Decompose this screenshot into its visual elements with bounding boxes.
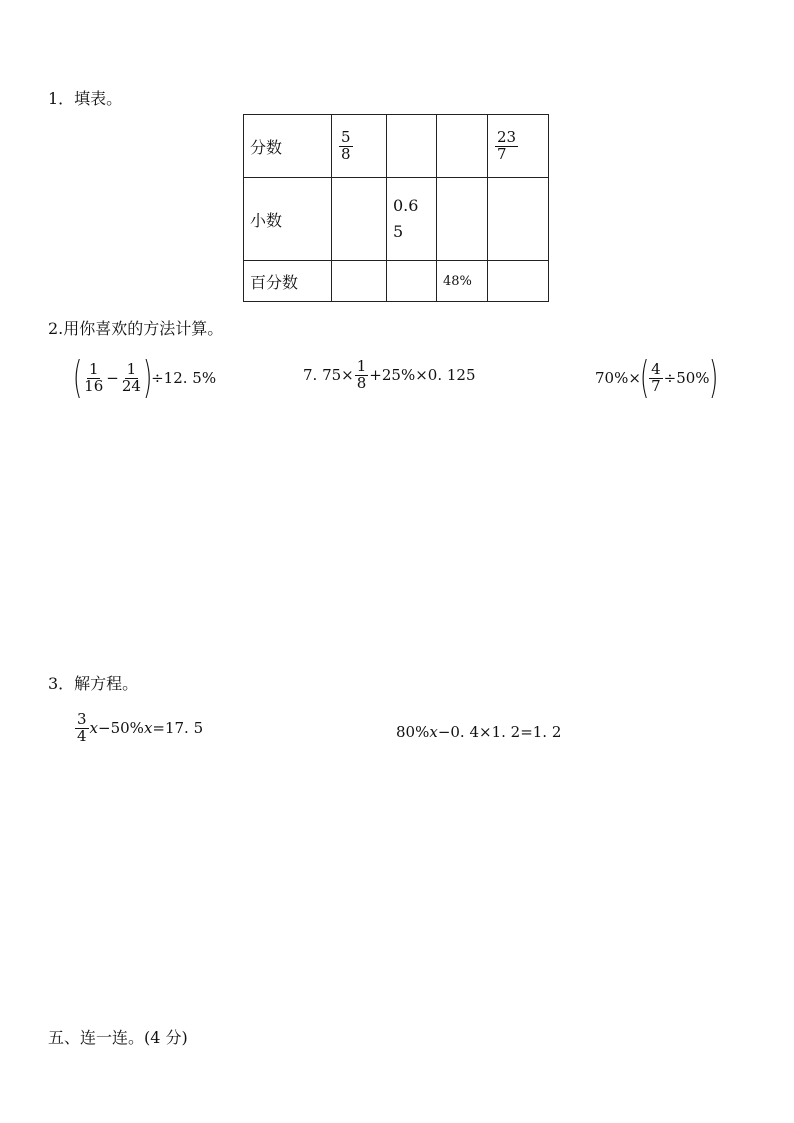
expr2-tail: +25%×0. 125 [369,366,476,385]
q3-equation-1 [74,712,203,745]
right-paren: ) [142,352,153,403]
q3-equation-2 [396,723,561,741]
decimal-line-1: 0.6 [393,196,419,216]
variable-x: x [143,719,153,738]
cell-percent-3: 48% [437,261,488,302]
fraction-1-24: $\frac{1}{24}$ [121,359,141,395]
cell-fraction-4 [488,115,549,178]
variable-x: x [429,723,438,741]
fraction-4-7: $\frac{4}{7}$ [651,359,661,395]
fraction-23-7: $\frac{23}{7}$ [497,127,517,163]
fraction-3-4: $\frac{3}{4}$ [77,710,87,745]
cell-decimal-4[interactable] [488,178,549,261]
cell-percent-4[interactable] [488,261,549,302]
table-row-fraction [244,115,549,178]
expr3-tail: ÷50% [663,369,710,387]
right-paren: ) [708,352,718,403]
cell-percent-2[interactable] [387,261,437,302]
cell-percent-1[interactable] [332,261,387,302]
row-label-decimal: 小数 [244,178,332,261]
q3-title: 3．解方程。 [48,674,139,693]
left-paren: ( [639,352,650,403]
left-paren: ( [72,352,83,403]
cell-decimal-3[interactable] [437,178,488,261]
minus-sign: − [106,369,119,387]
eq2-tail: −0. 4×1. 2=1. 2 [437,723,562,741]
q2-expression-1 [72,352,217,403]
q1-title: 1．填表。 [48,89,123,108]
decimal-line-2: 5 [393,222,404,241]
cell-decimal-2 [387,178,437,261]
fraction-1-8: $\frac{1}{8}$ [356,357,367,392]
cell-decimal-1[interactable] [332,178,387,261]
fill-table [243,114,549,302]
fraction-1-16: $\frac{1}{16}$ [84,359,104,395]
cell-fraction-2[interactable] [387,115,437,178]
table-row-percent [244,261,549,302]
q2-title: 2.用你喜欢的方法计算。 [48,319,224,338]
q2-expression-2 [303,359,475,392]
q2-expression-3 [595,352,718,403]
eq1-rhs: =17. 5 [152,719,204,738]
cell-fraction-3[interactable] [437,115,488,178]
row-label-fraction: 分数 [244,115,332,178]
eq2-head: 80% [396,723,430,741]
cell-fraction-1 [332,115,387,178]
variable-x: x [89,719,99,738]
table-row-decimal [244,178,549,261]
fraction-5-8: $\frac{5}{8}$ [341,127,351,163]
row-label-percent: 百分数 [244,261,332,302]
expr1-tail: ÷12. 5% [151,369,217,387]
expr3-head: 70%× [595,369,641,387]
eq1-minus-percent: −50% [98,719,144,738]
expr2-head: 7. 75× [303,366,354,385]
section5-title: 五、连一连。(4 分) [48,1028,188,1047]
